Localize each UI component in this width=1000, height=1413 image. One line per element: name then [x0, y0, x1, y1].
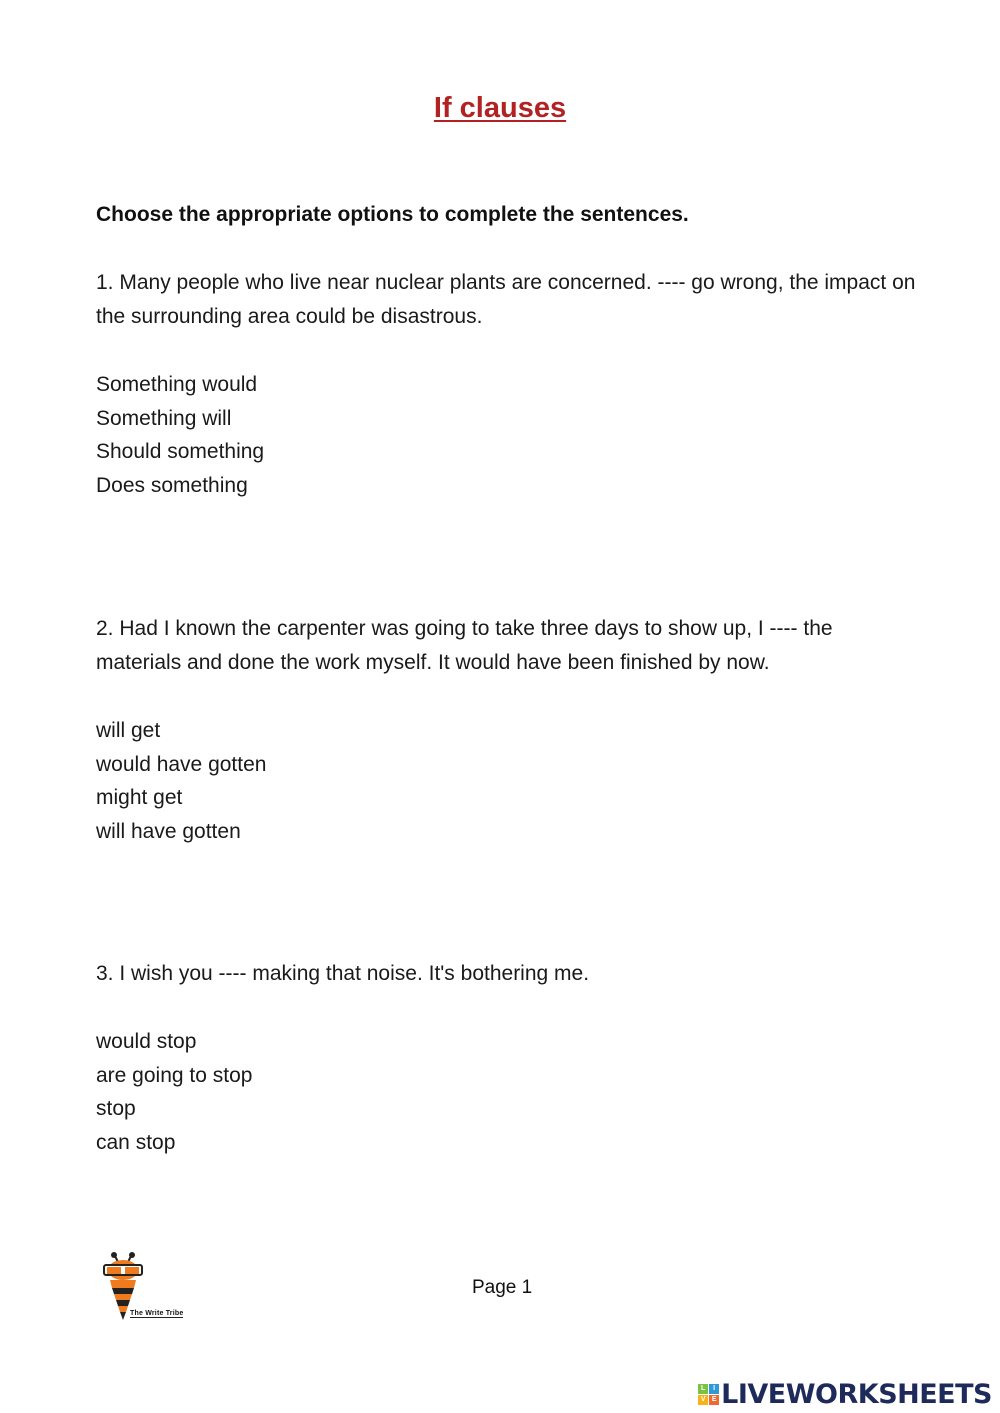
option-item[interactable]: Something will	[96, 406, 232, 430]
question-text: 3. I wish you ---- making that noise. It's bothering me.	[96, 962, 590, 985]
option-item[interactable]: stop	[96, 1097, 136, 1120]
option-item[interactable]: can stop	[96, 1130, 176, 1154]
brand-square-letter: I	[709, 1384, 719, 1394]
question-2	[96, 612, 916, 848]
option-item[interactable]: might get	[96, 786, 183, 809]
logo-text: The Write Tribe	[130, 1310, 184, 1317]
option-item[interactable]: Something would	[96, 373, 258, 396]
question-1	[96, 266, 916, 502]
option-list	[96, 714, 916, 848]
brand-square-letter: V	[698, 1395, 708, 1405]
footer-logo	[98, 1250, 208, 1326]
option-item[interactable]: would stop	[96, 1030, 197, 1053]
brand-square-letter: E	[709, 1395, 719, 1405]
option-item[interactable]: are going to stop	[96, 1063, 253, 1087]
liveworksheets-brand[interactable]	[698, 1378, 992, 1410]
brand-name: LIVEWORKSHEETS	[721, 1378, 992, 1410]
liveworksheets-logo-icon	[698, 1384, 719, 1405]
option-item[interactable]: Does something	[96, 473, 248, 497]
page-title: If clauses	[433, 92, 567, 124]
question-text: 1. Many people who live near nuclear plants are concerned. ---- go wrong, the impact on the surrounding area could be disastrous.	[96, 271, 916, 328]
option-list	[96, 368, 916, 502]
page-number: Page 1	[472, 1277, 533, 1298]
question-3	[96, 957, 916, 1159]
option-item[interactable]: Should something	[96, 440, 265, 463]
option-item[interactable]: will have gotten	[96, 819, 241, 843]
instructions-text: Choose the appropriate options to complete the sentences.	[96, 203, 689, 226]
option-list	[96, 1025, 916, 1159]
option-item[interactable]: will get	[96, 719, 161, 742]
question-text: 2. Had I known the carpenter was going to take three days to show up, I ---- the materials and done the work myself. It would have been finished by now.	[96, 617, 833, 674]
option-item[interactable]: would have gotten	[96, 752, 267, 776]
brand-square-letter: L	[698, 1384, 708, 1394]
